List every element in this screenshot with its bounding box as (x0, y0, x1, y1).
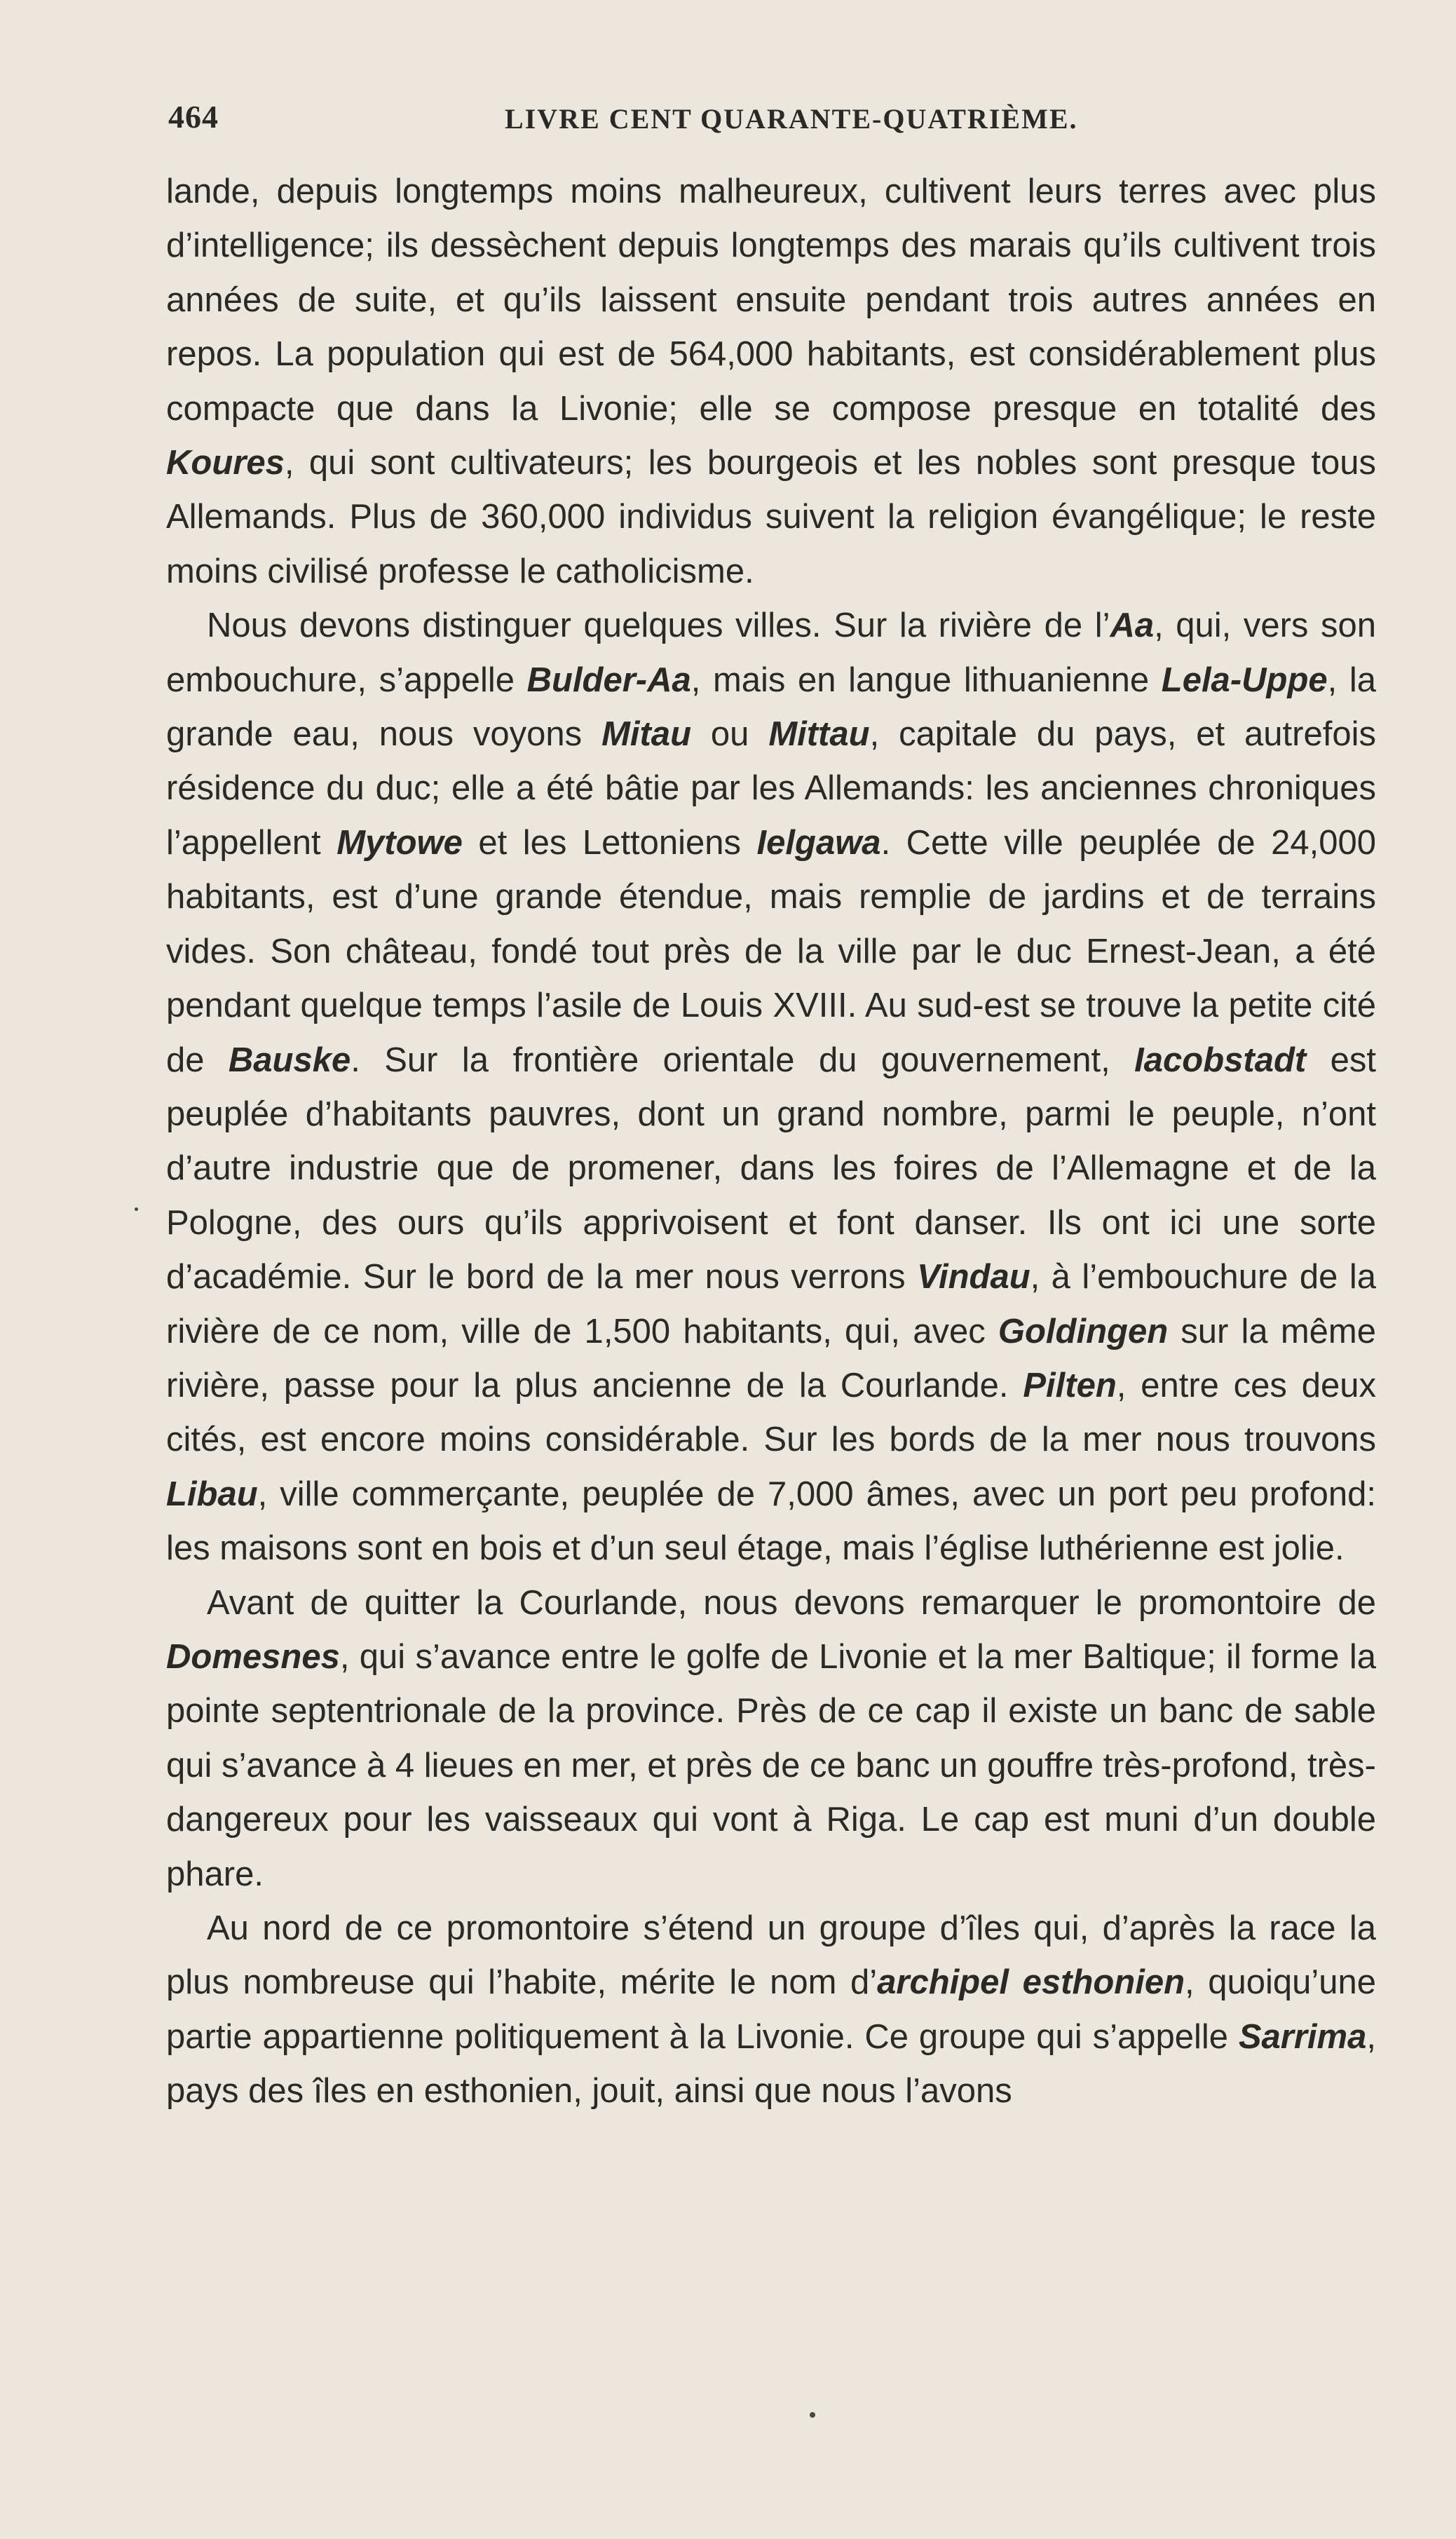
text-run: ou (691, 715, 769, 754)
place-name: Lela-Uppe (1161, 661, 1328, 699)
place-name: Sarrima (1238, 2017, 1367, 2056)
print-speck (135, 1207, 138, 1211)
page-number: 464 (168, 99, 219, 135)
place-name: Aa (1110, 607, 1155, 645)
page-header (168, 98, 1374, 147)
place-name: archipel esthonien (877, 1963, 1185, 2002)
text-run: , entre ces deux cités, est encore moins considérable. Sur les bords de la mer nous trouvons (166, 1366, 1376, 1459)
place-name: Mittau (768, 715, 870, 754)
place-name: Domesnes (166, 1637, 340, 1676)
place-name: Bulder-Aa (526, 661, 691, 699)
body-text (166, 165, 1376, 2119)
place-name: Iacobstadt (1134, 1041, 1307, 1079)
place-name: Bauske (228, 1041, 351, 1079)
text-run: , qui sont cultivateurs; les bourgeois et les nobles sont presque tous Allemands. Plus de 360,000 individus suivent la religion évangélique; le reste moins civilisé professe le catholicisme. (166, 444, 1376, 590)
place-name: Pilten (1023, 1366, 1117, 1404)
place-name: Mytowe (336, 823, 463, 862)
text-run: , ville commerçante, peuplée de 7,000 âmes, avec un port peu profond: les maisons sont en bois et d’un seul étage, mais l’église luthérienne est jolie. (166, 1475, 1376, 1568)
place-name: Mitau (601, 715, 691, 754)
paragraph (166, 1902, 1376, 2119)
place-name: Goldingen (998, 1312, 1169, 1350)
paragraph (166, 1576, 1376, 1902)
text-run: lande, depuis longtemps moins malheureux, cultivent leurs terres avec plus d’intelligence; ils dessèchent depuis longtemps des marais qu’ils cultivent trois années de suite, et qu’ils laissent ensuite pendant trois autres années en repos. La population qui est de 564,000 habitants, est considérablement plus compacte que dans la Livonie; elle se compose presque en totalité des (166, 172, 1376, 428)
text-run: . Cette ville peuplée de 24,000 habitants, est d’une grande étendue, mais remplie de jardins et de terrains vides. Son château, fondé tout près de la ville par le duc Ernest-Jean, a été pendant quelque temps l’asile de Louis XVIII. Au sud-est se trouve la petite cité de (166, 823, 1377, 1079)
paragraph (166, 165, 1376, 599)
text-run: est peuplée d’habitants pauvres, dont un grand nombre, parmi le peuple, n’ont d’autre industrie que de promener, dans les foires de l’Allemagne et de la Pologne, des ours qu’ils apprivoisent et font danser. Ils ont ici une sorte d’académie. Sur le bord de la mer nous verrons (166, 1041, 1376, 1296)
text-run: , qui s’avance entre le golfe de Livonie et la mer Baltique; il forme la pointe septentrionale de la province. Près de ce cap il existe un banc de sable qui s’avance à 4 lieues en mer, et près de ce banc un gouffre très-profond, très-dangereux pour les vaisseaux qui vont à Riga. Le cap est muni d’un double phare. (166, 1637, 1376, 1893)
text-run: Au nord de ce promontoire s’étend un groupe d’îles qui, d’après la race la plus nombreuse qui l’habite, mérite le nom d’ (166, 1909, 1376, 2002)
text-run: , la grande eau, nous voyons (166, 661, 1376, 754)
place-name: Libau (166, 1475, 258, 1513)
text-run: . Sur la frontière orientale du gouvernement, (351, 1041, 1135, 1079)
text-run: sur la même rivière, passe pour la plus ancienne de la Courlande. (166, 1312, 1376, 1404)
text-run: , pays des îles en esthonien, jouit, ainsi que nous l’avons (166, 2017, 1376, 2111)
text-run: et les Lettoniens (462, 823, 757, 862)
text-run: , capitale du pays, et autrefois résidence du duc; elle a été bâtie par les Allemands: les anciennes chroniques l’appellent (166, 715, 1376, 862)
text-run: , qui, vers son embouchure, s’appelle (166, 607, 1377, 699)
text-run: , mais en langue lithuanienne (690, 661, 1162, 699)
running-head: LIVRE CENT QUARANTE-QUATRIÈME. (505, 103, 1078, 135)
place-name: Vindau (917, 1258, 1030, 1296)
text-run: Avant de quitter la Courlande, nous devons remarquer le promontoire de (207, 1583, 1376, 1622)
paragraph (166, 599, 1376, 1576)
text-run: , à l’embouchure de la rivière de ce nom, ville de 1,500 habitants, qui, avec (166, 1258, 1376, 1350)
text-run: , quoiqu’une partie appartienne politiquement à la Livonie. Ce groupe qui s’appelle (166, 1963, 1377, 2056)
text-run: Nous devons distinguer quelques villes. Sur la rivière de l’ (207, 607, 1110, 645)
print-speck (810, 2412, 815, 2418)
place-name: Koures (166, 444, 285, 482)
place-name: Ielgawa (756, 823, 881, 862)
